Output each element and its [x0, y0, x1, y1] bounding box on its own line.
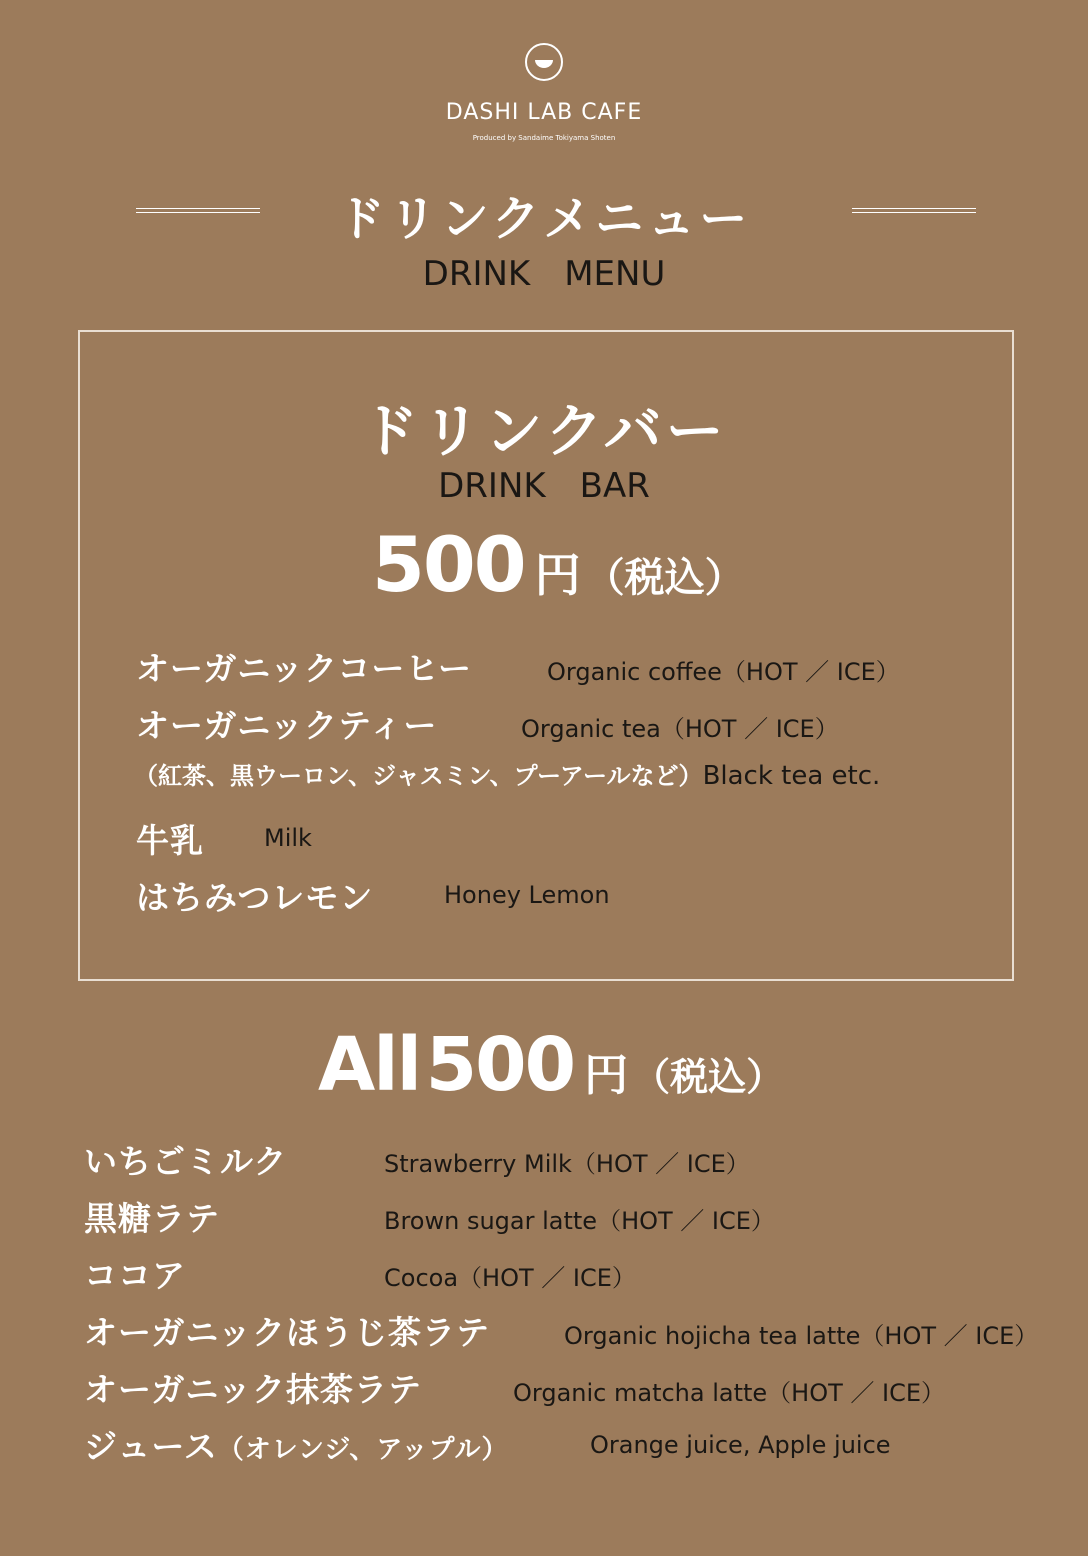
- bowl-logo-icon: [524, 42, 564, 82]
- menu-item-jp: オーガニック抹茶ラテ: [84, 1370, 423, 1409]
- juice-name: ジュース: [84, 1427, 218, 1466]
- menu-item-jp: 牛乳: [136, 821, 204, 860]
- drink-bar-title-jp: ドリンクバー: [360, 397, 728, 465]
- brand-tagline: Produced by Sandaime Tokiyama Shoten: [472, 134, 616, 142]
- menu-item-en: Organic coffee（HOT ／ ICE）: [547, 658, 900, 686]
- menu-item-en: Organic tea（HOT ／ ICE）: [521, 715, 839, 743]
- all-price: [318, 1022, 784, 1108]
- drink-bar-title-en: DRINK BAR: [438, 466, 650, 506]
- menu-item-jp: 黒糖ラテ: [84, 1199, 220, 1238]
- price-prefix: All: [318, 1022, 421, 1108]
- juice-flavors: （オレンジ、アップル）: [217, 1435, 509, 1465]
- price-currency: 円: [584, 1050, 629, 1101]
- menu-item-en: Strawberry Milk（HOT ／ ICE）: [384, 1150, 750, 1178]
- menu-item-en: Orange juice, Apple juice: [590, 1431, 891, 1459]
- page-title-jp: ドリンクメニュー: [336, 191, 752, 247]
- menu-item-jp: オーガニックほうじ茶ラテ: [84, 1313, 491, 1352]
- menu-item-jp: [84, 1421, 508, 1468]
- tea-note-jp: （紅茶、黒ウーロン、ジャスミン、プーアールなど）: [134, 762, 703, 790]
- page-title-en: DRINK MENU: [422, 254, 666, 294]
- price-currency: 円: [534, 548, 581, 602]
- brand-name: DASHI LAB CAFE: [445, 100, 643, 125]
- menu-item-en: Brown sugar latte（HOT ／ ICE）: [384, 1207, 775, 1235]
- menu-item-jp: オーガニックティー: [136, 706, 438, 745]
- drink-bar-price: [372, 520, 745, 609]
- menu-item-jp: ココア: [84, 1256, 186, 1295]
- menu-item-en: Cocoa（HOT ／ ICE）: [384, 1264, 636, 1292]
- tea-note-en: Black tea etc.: [702, 761, 881, 791]
- menu-item-en: Milk: [264, 824, 312, 852]
- menu-item-jp: オーガニックコーヒー: [136, 649, 473, 688]
- menu-item-en: Organic matcha latte（HOT ／ ICE）: [513, 1379, 946, 1407]
- price-tax-note: （税込）: [584, 555, 745, 601]
- tea-variety-note: [134, 756, 880, 791]
- price-number: 500: [372, 520, 525, 609]
- menu-item-en: Organic hojicha tea latte（HOT ／ ICE）: [564, 1322, 1039, 1350]
- menu-item-en: Honey Lemon: [444, 881, 610, 909]
- price-number: 500: [425, 1022, 575, 1108]
- menu-item-jp: いちごミルク: [84, 1142, 288, 1181]
- menu-item-jp: はちみつレモン: [136, 878, 374, 917]
- price-tax-note: （税込）: [632, 1055, 785, 1099]
